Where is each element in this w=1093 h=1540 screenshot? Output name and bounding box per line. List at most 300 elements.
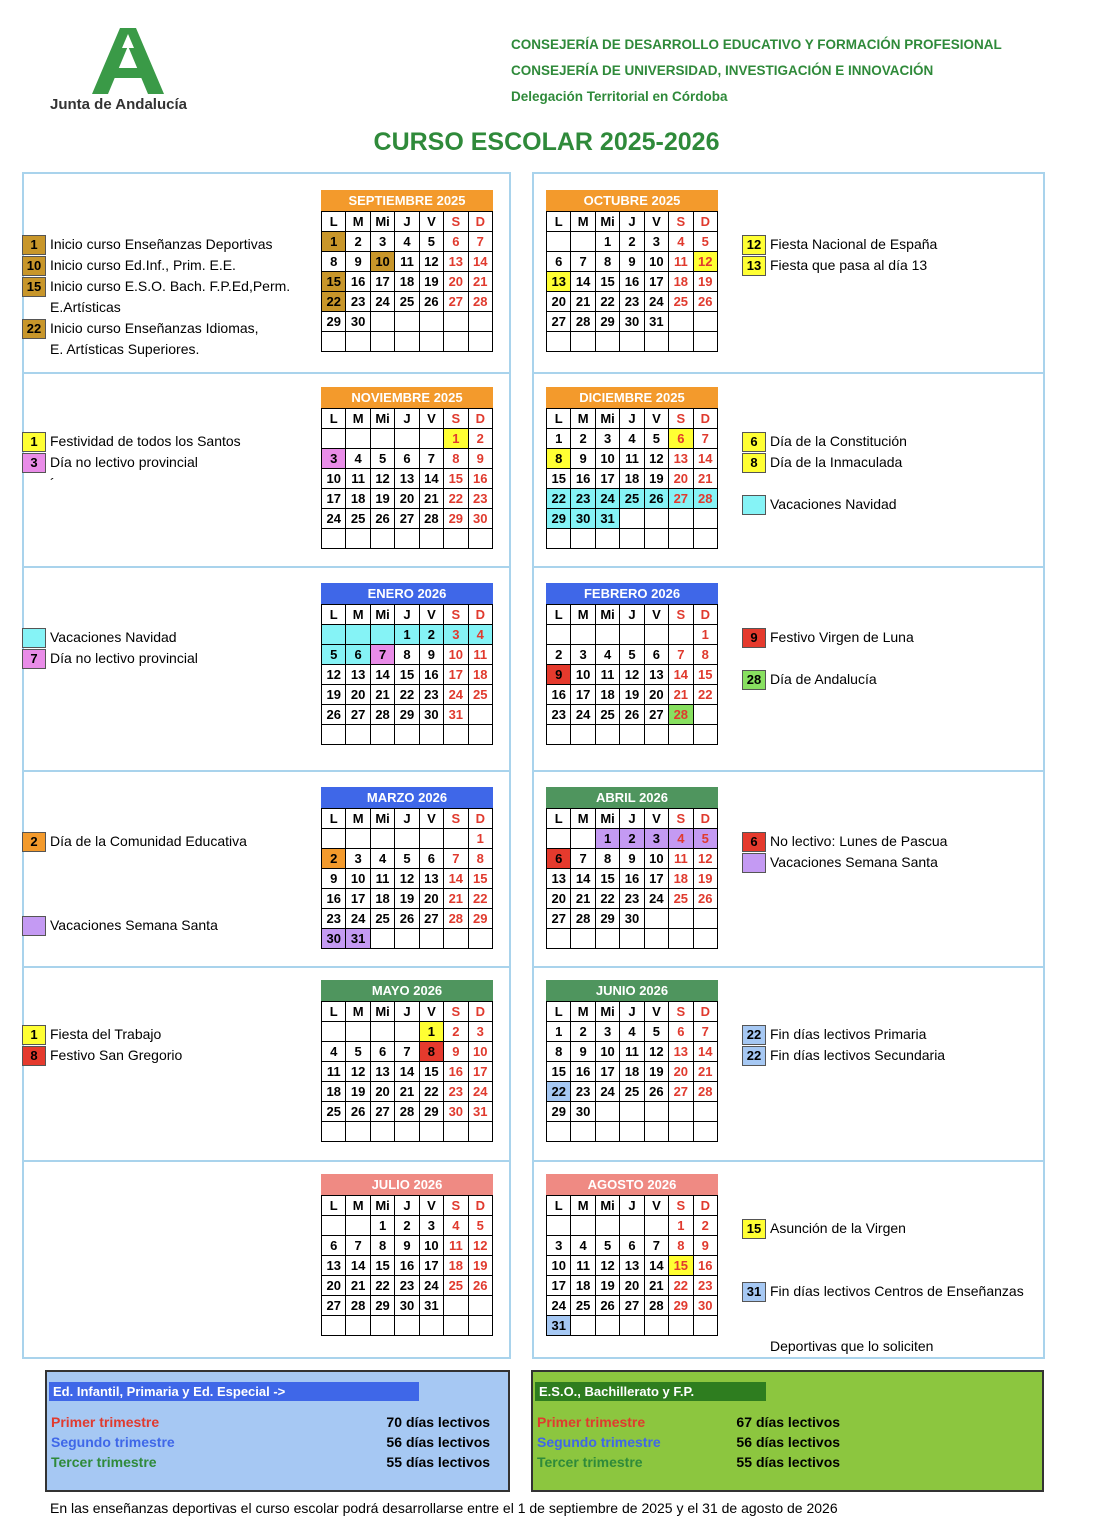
day-cell: 17	[444, 665, 468, 685]
day-cell: 24	[595, 1082, 619, 1102]
legend-swatch: 15	[742, 1219, 766, 1239]
day-cell: 7	[571, 849, 595, 869]
month-title: OCTUBRE 2025	[546, 190, 718, 211]
empty-cell	[669, 1122, 693, 1142]
day-cell: 8	[595, 849, 619, 869]
day-cell: 29	[595, 312, 619, 332]
empty-cell	[322, 1122, 346, 1142]
day-cell: 26	[346, 1102, 370, 1122]
day-cell: 9	[322, 869, 346, 889]
section-divider	[22, 966, 511, 968]
empty-cell	[644, 725, 668, 745]
legend-swatch: 15	[22, 277, 46, 297]
trimester-unit: días lectivos	[406, 1414, 491, 1430]
day-cell: 25	[669, 292, 693, 312]
day-cell: 11	[370, 869, 394, 889]
legend-swatch	[742, 495, 766, 515]
day-cell: 12	[620, 665, 644, 685]
weekday-label: L	[322, 409, 346, 429]
day-cell: 12	[322, 665, 346, 685]
legend-text: E. Artísticas Superiores.	[50, 341, 200, 357]
day-cell: 13	[669, 1042, 693, 1062]
day-cell: 19	[322, 685, 346, 705]
weekday-label: J	[620, 409, 644, 429]
day-cell: 27	[547, 909, 571, 929]
empty-cell	[370, 312, 394, 332]
day-cell: 22	[693, 685, 717, 705]
day-cell: 12	[644, 1042, 668, 1062]
day-cell: 3	[322, 449, 346, 469]
day-cell: 31	[419, 1296, 443, 1316]
legend-text: ´	[50, 475, 55, 491]
day-cell: 9	[547, 665, 571, 685]
legend-text: Inicio curso Ed.Inf., Prim. E.E.	[50, 257, 236, 273]
empty-cell	[644, 1102, 668, 1122]
empty-cell	[468, 332, 492, 352]
legend-item	[742, 832, 1032, 852]
trimester-days: 56	[736, 1434, 752, 1450]
day-cell: 26	[370, 509, 394, 529]
day-cell: 30	[571, 509, 595, 529]
day-cell: 14	[571, 869, 595, 889]
empty-cell	[322, 829, 346, 849]
day-cell: 12	[693, 849, 717, 869]
page-title: CURSO ESCOLAR 2025-2026	[373, 128, 720, 156]
day-cell: 2	[468, 429, 492, 449]
day-cell: 8	[370, 1236, 394, 1256]
legend-item	[22, 256, 312, 276]
day-cell: 3	[419, 1216, 443, 1236]
day-cell: 27	[444, 292, 468, 312]
legend-swatch: 10	[22, 256, 46, 276]
day-cell: 10	[444, 645, 468, 665]
header-line-2: CONSEJERÍA DE UNIVERSIDAD, INVESTIGACIÓN E INNOVACIÓN	[511, 63, 934, 78]
day-cell: 3	[468, 1022, 492, 1042]
day-cell: 6	[644, 645, 668, 665]
day-cell: 18	[468, 665, 492, 685]
weekday-label: D	[693, 409, 717, 429]
weekday-label: D	[693, 809, 717, 829]
day-cell: 8	[444, 449, 468, 469]
day-cell: 14	[444, 869, 468, 889]
trimester-name: Segundo trimestre	[51, 1434, 175, 1450]
day-cell: 19	[395, 889, 419, 909]
day-cell: 10	[370, 252, 394, 272]
day-cell: 3	[595, 1022, 619, 1042]
day-cell: 14	[419, 469, 443, 489]
empty-cell	[595, 1316, 619, 1336]
empty-cell	[395, 312, 419, 332]
empty-cell	[693, 1122, 717, 1142]
weekday-label: M	[346, 1002, 370, 1022]
month-title: FEBRERO 2026	[546, 583, 718, 604]
day-cell: 7	[346, 1236, 370, 1256]
day-cell: 16	[468, 469, 492, 489]
empty-cell	[419, 429, 443, 449]
day-cell: 11	[620, 449, 644, 469]
day-cell: 26	[322, 705, 346, 725]
empty-cell	[468, 725, 492, 745]
day-cell: 8	[322, 252, 346, 272]
day-cell: 26	[419, 292, 443, 312]
day-cell: 1	[444, 429, 468, 449]
day-cell: 2	[322, 849, 346, 869]
day-cell: 2	[346, 232, 370, 252]
weekday-label: L	[322, 809, 346, 829]
day-cell: 9	[468, 449, 492, 469]
day-cell: 22	[444, 489, 468, 509]
day-cell: 11	[444, 1236, 468, 1256]
day-cell: 6	[395, 449, 419, 469]
empty-cell	[693, 929, 717, 949]
trimester-name: Primer trimestre	[537, 1414, 646, 1430]
day-cell: 7	[669, 645, 693, 665]
day-cell: 9	[620, 849, 644, 869]
day-cell: 10	[419, 1236, 443, 1256]
month-title: ABRIL 2026	[546, 787, 718, 808]
day-cell: 24	[644, 292, 668, 312]
empty-cell	[620, 1316, 644, 1336]
weekday-label: Mi	[370, 1196, 394, 1216]
legend-item	[22, 916, 312, 936]
empty-cell	[444, 312, 468, 332]
header-line-3: Delegación Territorial en Córdoba	[511, 89, 728, 104]
day-cell: 26	[644, 489, 668, 509]
section-divider	[22, 566, 511, 568]
day-cell: 21	[571, 889, 595, 909]
day-cell: 31	[444, 705, 468, 725]
day-cell: 23	[571, 1082, 595, 1102]
weekday-label: D	[468, 605, 492, 625]
day-cell: 14	[693, 449, 717, 469]
day-cell: 22	[370, 1276, 394, 1296]
section-divider	[22, 1160, 511, 1162]
day-cell: 13	[644, 665, 668, 685]
month-calendar	[321, 387, 493, 549]
day-cell: 1	[669, 1216, 693, 1236]
day-cell: 4	[322, 1042, 346, 1062]
weekday-label: M	[346, 1196, 370, 1216]
empty-cell	[571, 1122, 595, 1142]
empty-cell	[693, 1102, 717, 1122]
month-calendar	[546, 583, 718, 745]
day-cell: 23	[693, 1276, 717, 1296]
empty-cell	[547, 332, 571, 352]
day-cell: 20	[370, 1082, 394, 1102]
day-cell: 20	[669, 469, 693, 489]
day-cell: 23	[419, 685, 443, 705]
day-cell: 11	[468, 645, 492, 665]
section-divider	[532, 372, 1045, 374]
day-cell: 16	[571, 469, 595, 489]
weekday-label: D	[693, 1196, 717, 1216]
day-cell: 12	[468, 1236, 492, 1256]
day-cell: 15	[395, 665, 419, 685]
empty-cell	[370, 625, 394, 645]
day-cell: 7	[444, 849, 468, 869]
empty-cell	[620, 725, 644, 745]
empty-cell	[370, 529, 394, 549]
empty-cell	[644, 625, 668, 645]
day-cell: 27	[346, 705, 370, 725]
day-cell: 17	[595, 1062, 619, 1082]
day-cell: 16	[395, 1256, 419, 1276]
summary-row	[51, 1454, 501, 1472]
day-cell: 6	[322, 1236, 346, 1256]
day-cell: 5	[370, 449, 394, 469]
day-cell: 4	[595, 645, 619, 665]
empty-cell	[669, 625, 693, 645]
empty-cell	[322, 332, 346, 352]
trimester-unit: días lectivos	[756, 1454, 841, 1470]
weekday-label: V	[644, 212, 668, 232]
empty-cell	[419, 312, 443, 332]
summary-row	[51, 1434, 501, 1452]
day-cell: 4	[346, 449, 370, 469]
day-cell: 18	[620, 469, 644, 489]
empty-cell	[620, 509, 644, 529]
legend-swatch	[22, 628, 46, 648]
month-calendar	[546, 1174, 718, 1336]
month-title: MARZO 2026	[321, 787, 493, 808]
day-cell: 3	[644, 829, 668, 849]
day-cell: 24	[322, 509, 346, 529]
empty-cell	[571, 929, 595, 949]
empty-cell	[444, 829, 468, 849]
weekday-label: J	[620, 212, 644, 232]
section-divider	[532, 966, 1045, 968]
month-title: JUNIO 2026	[546, 980, 718, 1001]
day-cell: 5	[468, 1216, 492, 1236]
empty-cell	[370, 929, 394, 949]
empty-cell	[395, 929, 419, 949]
weekday-label: D	[468, 1002, 492, 1022]
day-cell: 26	[620, 705, 644, 725]
day-cell: 15	[468, 869, 492, 889]
day-cell: 11	[669, 849, 693, 869]
empty-cell	[547, 1122, 571, 1142]
legend-item	[742, 495, 1032, 515]
weekday-label: L	[322, 605, 346, 625]
legend-item	[22, 340, 312, 360]
day-cell: 20	[419, 889, 443, 909]
empty-cell	[346, 1216, 370, 1236]
day-cell: 17	[468, 1062, 492, 1082]
empty-cell	[669, 1102, 693, 1122]
weekday-label: S	[669, 212, 693, 232]
day-cell: 13	[395, 469, 419, 489]
day-cell: 25	[595, 705, 619, 725]
legend-text: Vacaciones Semana Santa	[770, 854, 938, 870]
empty-cell	[595, 1102, 619, 1122]
legend-text: Vacaciones Navidad	[770, 496, 897, 512]
day-cell: 4	[468, 625, 492, 645]
day-cell: 7	[693, 1022, 717, 1042]
day-cell: 11	[595, 665, 619, 685]
day-cell: 31	[468, 1102, 492, 1122]
legend-item	[22, 1025, 312, 1045]
day-cell: 28	[644, 1296, 668, 1316]
legend-swatch: 2	[22, 832, 46, 852]
day-cell: 25	[322, 1102, 346, 1122]
day-cell: 20	[644, 685, 668, 705]
day-cell: 3	[370, 232, 394, 252]
month-calendar	[546, 387, 718, 549]
empty-cell	[693, 312, 717, 332]
empty-cell	[346, 829, 370, 849]
empty-cell	[571, 625, 595, 645]
empty-cell	[444, 725, 468, 745]
weekday-label: J	[395, 1196, 419, 1216]
day-cell: 2	[571, 1022, 595, 1042]
legend-item	[22, 453, 312, 473]
day-cell: 28	[571, 909, 595, 929]
day-cell: 21	[444, 889, 468, 909]
weekday-label: Mi	[595, 1002, 619, 1022]
day-cell: 16	[419, 665, 443, 685]
weekday-label: J	[620, 1196, 644, 1216]
day-cell: 24	[571, 705, 595, 725]
empty-cell	[395, 429, 419, 449]
empty-cell	[620, 529, 644, 549]
trimester-name: Segundo trimestre	[537, 1434, 661, 1450]
day-cell: 9	[620, 252, 644, 272]
weekday-label: Mi	[370, 809, 394, 829]
trimester-days: 70	[386, 1414, 402, 1430]
day-cell: 30	[693, 1296, 717, 1316]
day-cell: 9	[444, 1042, 468, 1062]
day-cell: 2	[395, 1216, 419, 1236]
day-cell: 10	[346, 869, 370, 889]
empty-cell	[419, 529, 443, 549]
trimester-unit: días lectivos	[756, 1414, 841, 1430]
day-cell: 16	[322, 889, 346, 909]
weekday-label: D	[468, 809, 492, 829]
day-cell: 11	[395, 252, 419, 272]
day-cell: 5	[346, 1042, 370, 1062]
legend-item	[22, 277, 312, 297]
day-cell: 28	[468, 292, 492, 312]
day-cell: 19	[620, 685, 644, 705]
section-divider	[532, 770, 1045, 772]
day-cell: 14	[644, 1256, 668, 1276]
day-cell: 18	[322, 1082, 346, 1102]
summary-row	[537, 1434, 987, 1452]
legend-swatch	[22, 916, 46, 936]
weekday-label: L	[547, 1196, 571, 1216]
day-cell: 17	[595, 469, 619, 489]
day-cell: 19	[693, 869, 717, 889]
day-cell: 20	[547, 292, 571, 312]
legend-swatch: 6	[742, 832, 766, 852]
day-cell: 15	[370, 1256, 394, 1276]
empty-cell	[595, 725, 619, 745]
empty-cell	[419, 829, 443, 849]
day-cell: 26	[595, 1296, 619, 1316]
day-cell: 6	[620, 1236, 644, 1256]
empty-cell	[322, 429, 346, 449]
month-title: SEPTIEMBRE 2025	[321, 190, 493, 211]
day-cell: 10	[644, 252, 668, 272]
day-cell: 25	[395, 292, 419, 312]
day-cell: 27	[370, 1102, 394, 1122]
day-cell: 28	[444, 909, 468, 929]
day-cell: 7	[644, 1236, 668, 1256]
day-cell: 16	[693, 1256, 717, 1276]
empty-cell	[322, 625, 346, 645]
legend-swatch: 31	[742, 1282, 766, 1302]
empty-cell	[444, 1122, 468, 1142]
day-cell: 8	[419, 1042, 443, 1062]
day-cell: 9	[346, 252, 370, 272]
empty-cell	[346, 429, 370, 449]
day-cell: 12	[693, 252, 717, 272]
summary-row	[51, 1414, 501, 1432]
weekday-label: D	[693, 605, 717, 625]
legend-swatch: 28	[742, 670, 766, 690]
legend-text: Vacaciones Semana Santa	[50, 917, 218, 933]
day-cell: 30	[620, 909, 644, 929]
summary-row	[537, 1454, 987, 1472]
weekday-label: J	[395, 409, 419, 429]
month-title: JULIO 2026	[321, 1174, 493, 1195]
day-cell: 14	[395, 1062, 419, 1082]
legend-item	[22, 1046, 312, 1066]
empty-cell	[669, 509, 693, 529]
empty-cell	[644, 929, 668, 949]
day-cell: 28	[346, 1296, 370, 1316]
legend-item	[22, 235, 312, 255]
trimester-name: Tercer trimestre	[537, 1454, 643, 1470]
weekday-label: J	[395, 605, 419, 625]
legend-item	[22, 832, 312, 852]
empty-cell	[468, 529, 492, 549]
weekday-label: J	[620, 1002, 644, 1022]
summary-title: Ed. Infantil, Primaria y Ed. Especial ->	[49, 1382, 419, 1401]
month-calendar	[321, 1174, 493, 1336]
weekday-label: D	[693, 212, 717, 232]
day-cell: 7	[571, 252, 595, 272]
empty-cell	[693, 1316, 717, 1336]
day-cell: 9	[395, 1236, 419, 1256]
day-cell: 2	[571, 429, 595, 449]
legend-text: Día no lectivo provincial	[50, 650, 198, 666]
legend-item	[742, 256, 1032, 276]
logo-text: Junta de Andalucía	[50, 96, 187, 113]
legend-swatch: 8	[742, 453, 766, 473]
weekday-label: M	[571, 605, 595, 625]
empty-cell	[693, 529, 717, 549]
legend-swatch: 1	[22, 432, 46, 452]
day-cell: 24	[595, 489, 619, 509]
day-cell: 28	[669, 705, 693, 725]
day-cell: 25	[620, 489, 644, 509]
day-cell: 21	[346, 1276, 370, 1296]
day-cell: 30	[419, 705, 443, 725]
day-cell: 26	[693, 292, 717, 312]
day-cell: 1	[595, 829, 619, 849]
weekday-label: M	[571, 1196, 595, 1216]
day-cell: 24	[346, 909, 370, 929]
weekday-label: S	[669, 809, 693, 829]
weekday-label: S	[669, 1196, 693, 1216]
day-cell: 18	[370, 889, 394, 909]
legend-text: Festivo San Gregorio	[50, 1047, 183, 1063]
empty-cell	[644, 1316, 668, 1336]
trimester-days: 55	[386, 1454, 402, 1470]
day-cell: 21	[395, 1082, 419, 1102]
junta-logo-icon	[92, 28, 164, 94]
